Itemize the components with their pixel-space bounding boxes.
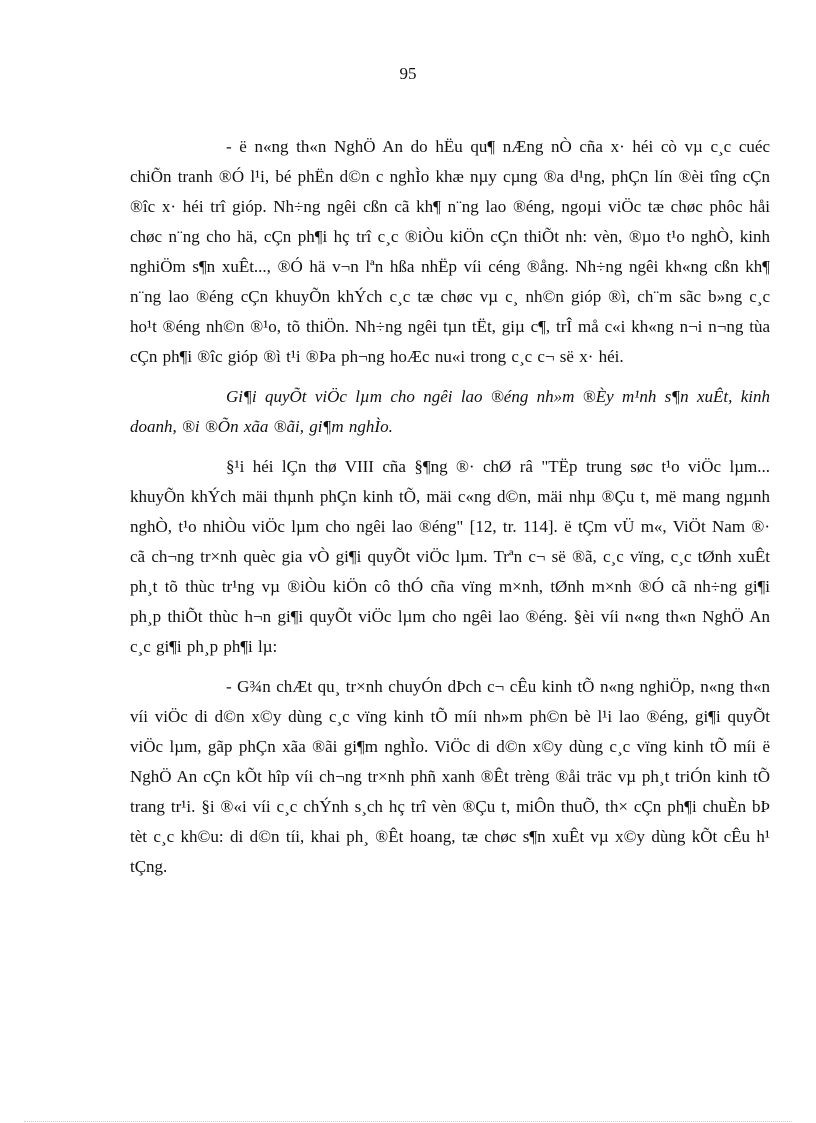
page-bottom-divider [24, 1121, 792, 1122]
paragraph-economic-restructuring: - G¾n chÆt qu¸ tr×nh chuyÓn dÞch c¬ cÊu kinh tÕ n«ng nghiÖp, n«ng th«n víi viÖc di d©n x©y dùng c¸c vïng kinh tÕ míi nh»m ph©n bè l¹i lao ®éng, gi¶i quyÕt viÖc lµm, gãp phÇn xãa ®ãi gi¶m nghÌo. ViÖc di d©n x©y dùng c¸c vïng kinh tÕ míi ë NghÖ An cÇn kÕt hîp víi ch¬ng tr×nh phñ xanh ®Êt trèng ®åi träc vµ ph¸t triÓn kinh tÕ trang tr¹i. §i ®«i víi c¸c chÝnh s¸ch hç trî vèn ®Çu t, miÔn thuÕ, th× cÇn ph¶i chuÈn bÞ tèt c¸c kh©u: di d©n tíi, khai ph¸ ®Êt hoang, tæ chøc s¶n xuÊt vµ x©y dùng kÕt cÊu h¹ tÇng. [130, 677, 770, 876]
paragraph-party-congress: §¹i héi lÇn thø VIII cña §¶ng ®· chØ râ "TËp trung søc t¹o viÖc lµm... khuyÕn khÝch mäi thµnh phÇn kinh tÕ, mäi c«ng d©n, mäi nhµ ®Çu t, më mang ngµnh nghÒ, t¹o nhiÒu viÖc lµm cho ngêi lao ®éng" [12, tr. 114]. ë tÇm vÜ m«, ViÖt Nam ®· cã ch¬ng tr×nh quèc gia vÒ gi¶i quyÕt viÖc lµm. Trªn c¬ së ®ã, c¸c vïng, c¸c tØnh xuÊt ph¸t tõ thùc tr¹ng vµ ®iÒu kiÖn cô thÓ cña vïng m×nh, tØnh m×nh ®Ó cã nh÷ng gi¶i ph¸p thiÕt thùc h¬n gi¶i quyÕt viÖc lµm cho ngêi lao ®éng. §èi víi n«ng th«n NghÖ An c¸c gi¶i ph¸p ph¶i lµ: [130, 457, 770, 656]
page-number: 95 [399, 64, 417, 83]
paragraph-support-disadvantaged: - ë n«ng th«n NghÖ An do hËu qu¶ nÆng nÒ cña x· héi cò vµ c¸c cuéc chiÕn tranh ®Ó l¹i, bé phËn d©n c nghÌo khæ nµy cµng ®a d¹ng, phÇn lín ®èi tîng cÇn ®îc x· héi trî gióp. Nh÷ng ngêi cßn cã kh¶ n¨ng lao ®éng, ngoµi viÖc tæ chøc phôc håi chøc n¨ng cho hä, cÇn ph¶i hç trî c¸c ®iÒu kiÖn cÇn thiÕt nh: vèn, ®µo t¹o nghÒ, kinh nghiÖm s¶n xuÊt..., ®Ó hä v¬n lªn hßa nhËp víi céng ®ång. Nh÷ng ngêi kh«ng cßn kh¶ n¨ng lao ®éng cÇn khuyÕn khÝch c¸c tæ chøc vµ c¸ nh©n gióp ®ì, ch¨m sãc b»ng c¸c ho¹t ®éng nh©n ®¹o, tõ thiÖn. Nh÷ng ngêi tµn tËt, giµ c¶, trÎ må c«i kh«ng n¬i n¬ng tùa cÇn ph¶i ®îc gióp ®ì t¹i ®Þa ph¬ng hoÆc nu«i trong c¸c c¬ së x· héi. [130, 137, 770, 366]
document-body [130, 132, 770, 892]
section-heading-employment: Gi¶i quyÕt viÖc lµm cho ngêi lao ®éng nh»m ®Èy m¹nh s¶n xuÊt, kinh doanh, ®i ®Õn xãa ®ãi, gi¶m nghÌo. [130, 387, 770, 436]
